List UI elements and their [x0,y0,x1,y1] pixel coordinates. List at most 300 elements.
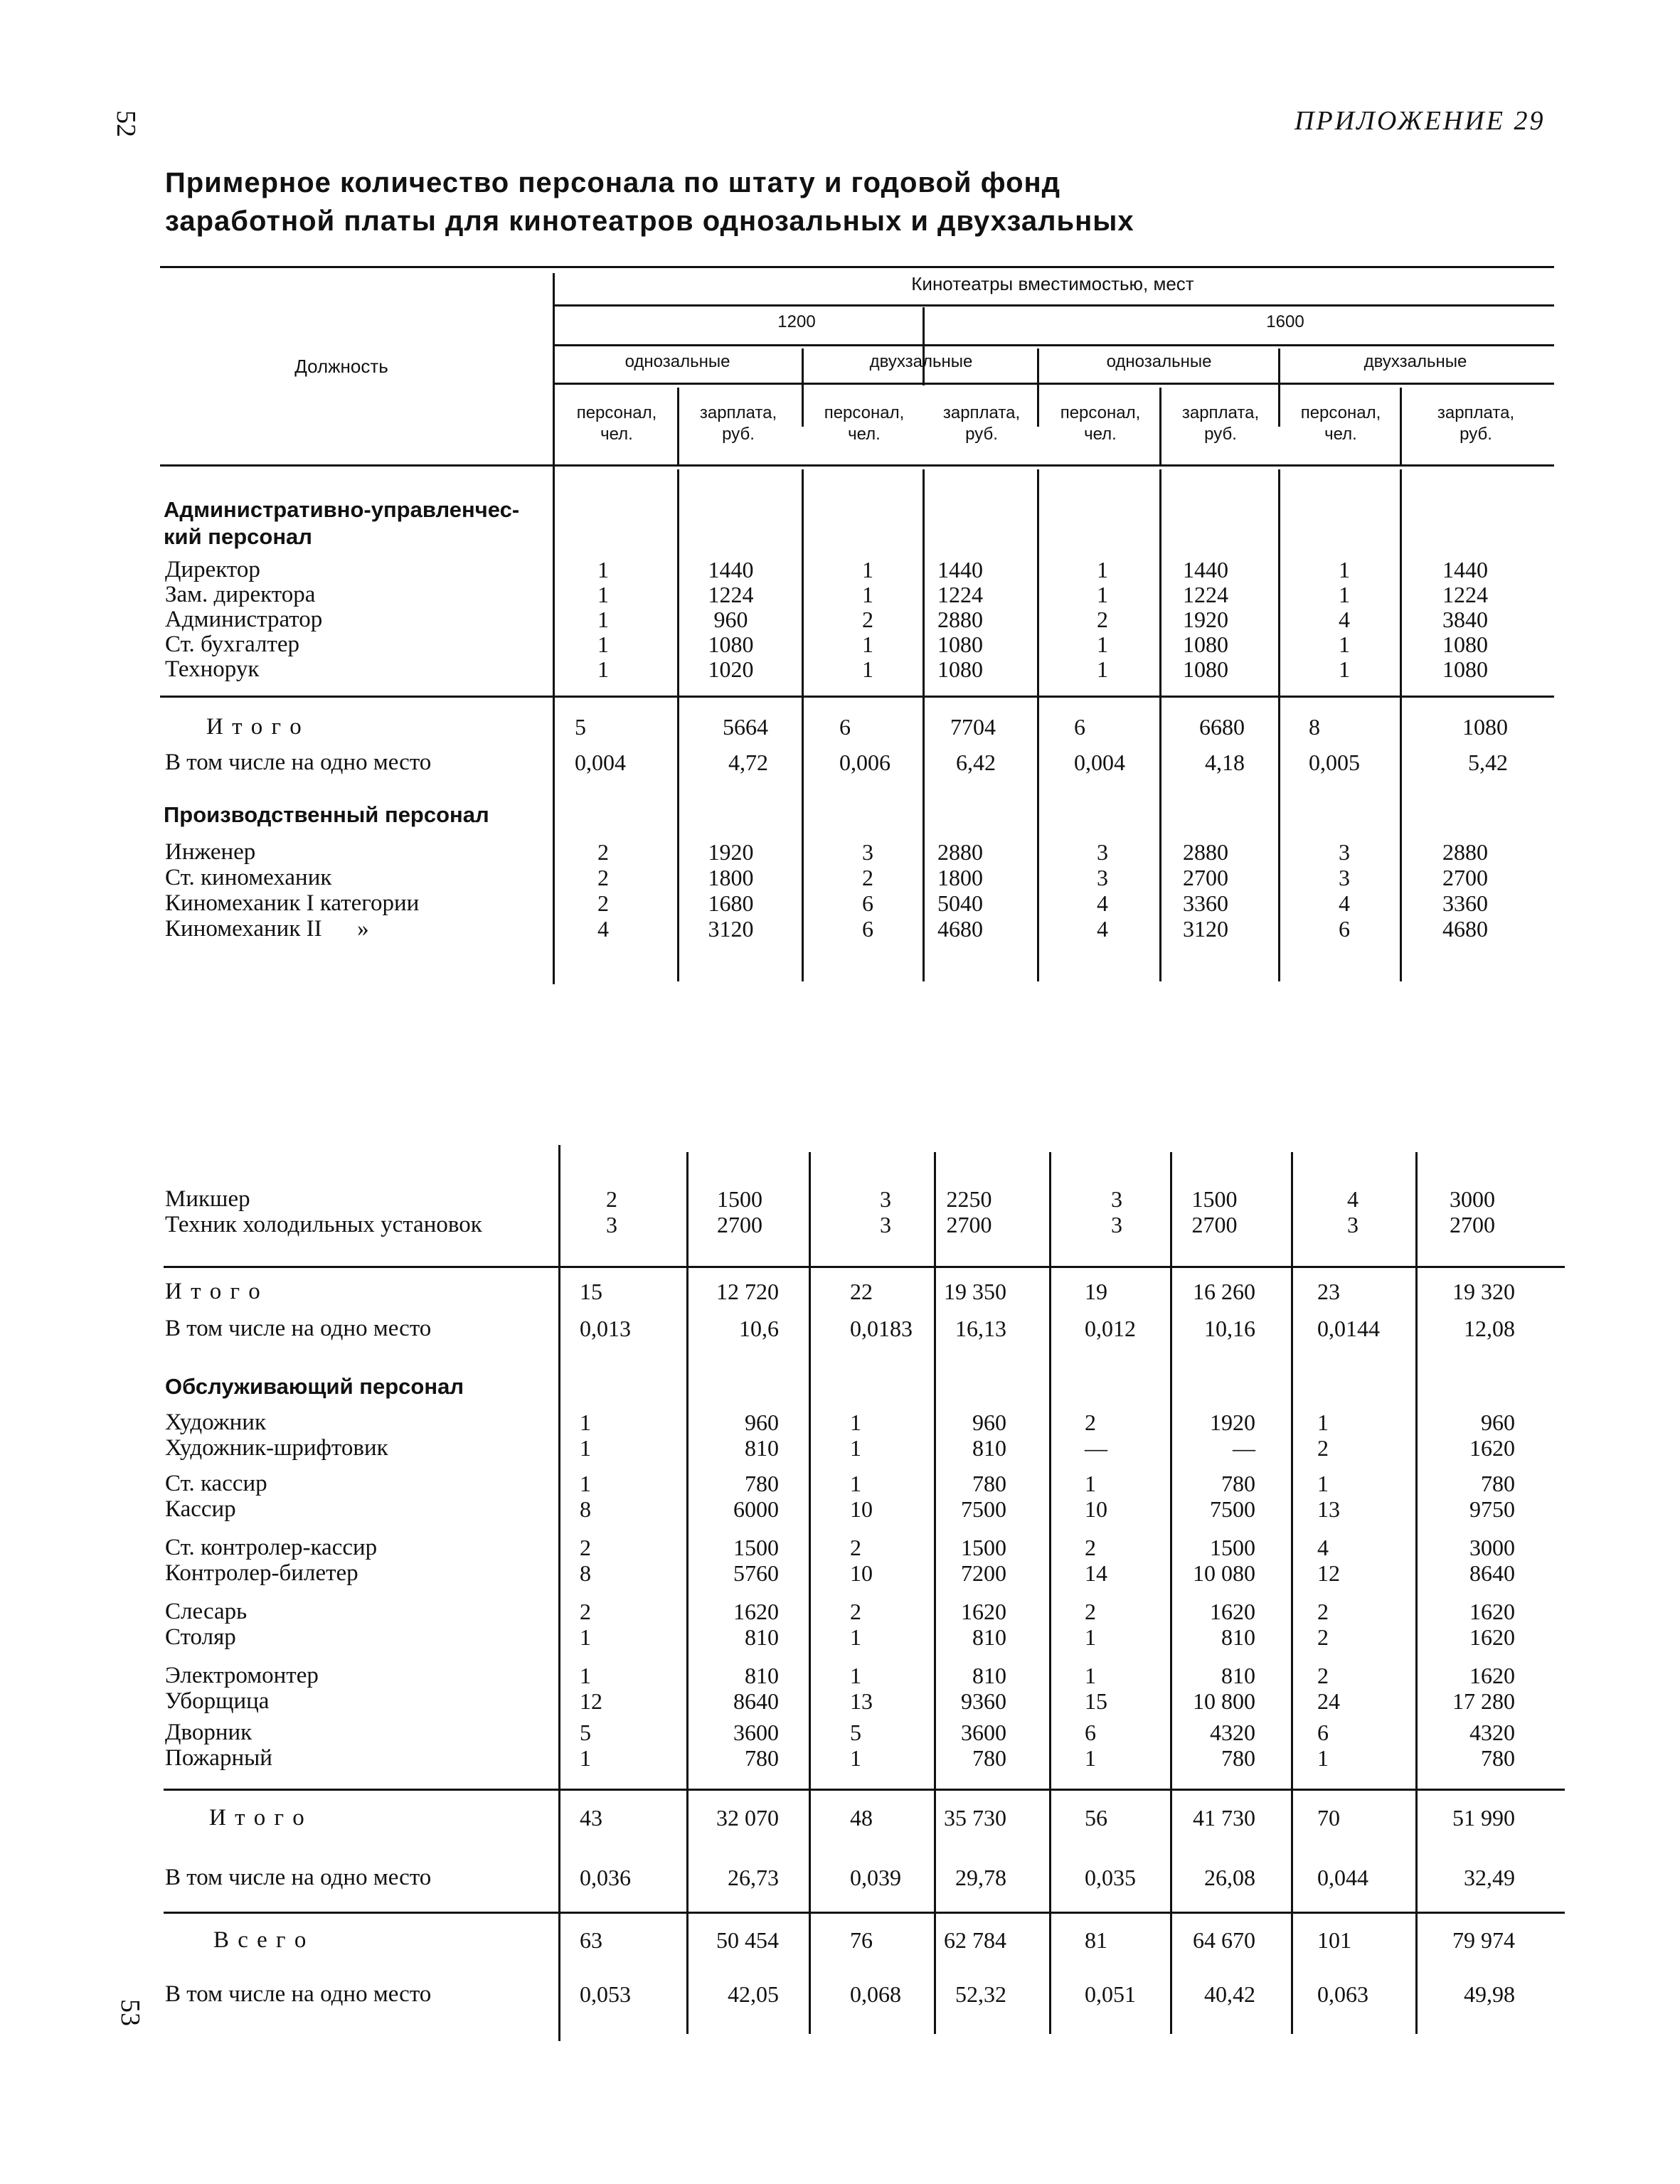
cell-mixer-1: 1500 [717,1186,762,1212]
cell-perseat1-1: 4,72 [728,750,768,775]
cell-fireman-6: 1 [1317,1745,1329,1771]
cell-electrician-1: 810 [745,1663,779,1688]
subheader-staff-0: персонал, чел. [576,403,657,444]
rule-kind [555,383,1554,385]
cell-total2-6: 23 [1317,1279,1340,1304]
row-label-fireman: Пожарный [165,1745,272,1771]
cell-accountant-3: 1080 [937,632,983,657]
cell-grand-0: 63 [580,1927,602,1953]
cell-techlead-0: 1 [597,656,609,682]
cell-mixer-4: 3 [1111,1186,1122,1212]
cell-fireman-4: 1 [1085,1745,1096,1771]
cell-total2-1: 12 720 [716,1279,779,1304]
cell-admin-6: 4 [1339,607,1350,632]
cell-ctrl-5: 10 080 [1193,1560,1255,1586]
subheader-salary-3: зарплата, руб. [942,403,1021,444]
cell-deputy-3: 1224 [937,582,983,607]
cell-cleaner-1: 8640 [733,1688,779,1714]
cell-senior_proj-6: 3 [1339,865,1350,890]
cell-electrician-4: 1 [1085,1663,1096,1688]
section-service: Обслуживающий персонал [165,1374,464,1399]
cell-janitor-2: 5 [850,1720,861,1745]
cell-engineer-0: 2 [597,839,609,865]
cell-director-5: 1440 [1183,557,1228,582]
cell-joiner-1: 810 [745,1624,779,1650]
cell-joiner-4: 1 [1085,1624,1096,1650]
cell-senior_cashier-1: 780 [745,1471,779,1496]
cell-perseat2-1: 10,6 [739,1316,779,1341]
cell-total3-2: 48 [850,1805,873,1831]
cell-admin-5: 1920 [1183,607,1228,632]
cell-senior_proj-2: 2 [862,865,873,890]
cell-grand-4: 81 [1085,1927,1107,1953]
row-label-perseat1: В том числе на одно место [165,750,432,775]
cell-fitter-0: 2 [580,1599,591,1624]
row-label-senior_ctrl: Ст. контролер-кассир [165,1535,378,1560]
cell-joiner-0: 1 [580,1624,591,1650]
cell-artist-3: 960 [972,1410,1006,1435]
cell-fireman-3: 780 [972,1745,1006,1771]
cell-perseat3-3: 29,78 [955,1865,1006,1890]
cell-fontartist-3: 810 [972,1435,1006,1461]
cell-cashier-5: 7500 [1210,1496,1255,1522]
cell-fitter-4: 2 [1085,1599,1096,1624]
cell-mixer-5: 1500 [1191,1186,1238,1212]
cell-perseat1-2: 0,006 [839,750,890,775]
cell-engineer-4: 3 [1097,839,1108,865]
cell-artist-2: 1 [850,1410,861,1435]
cell-grand-1: 50 454 [716,1927,779,1953]
cell-admin-4: 2 [1097,607,1108,632]
cell-janitor-3: 3600 [961,1720,1006,1745]
header-single-1600: однозальные [1106,352,1212,371]
cell-deputy-4: 1 [1097,582,1108,607]
cell-senior_cashier-0: 1 [580,1471,591,1496]
cell-proj1-0: 2 [597,890,609,916]
cell-janitor-1: 3600 [733,1720,779,1745]
cell-fridge-4: 3 [1111,1212,1122,1237]
cell-perseat4-5: 40,42 [1204,1981,1255,2007]
row-label-artist: Художник [165,1410,266,1435]
cell-fridge-2: 3 [880,1212,891,1237]
cell-accountant-0: 1 [597,632,609,657]
cell-perseat4-4: 0,051 [1085,1981,1136,2007]
cell-total1-7: 1080 [1462,714,1508,740]
cell-engineer-3: 2880 [937,839,983,865]
cell-fireman-0: 1 [580,1745,591,1771]
cell-total2-7: 19 320 [1452,1279,1515,1304]
cell-artist-7: 960 [1481,1410,1515,1435]
cell-perseat2-5: 10,16 [1204,1316,1255,1341]
cell-fontartist-1: 810 [745,1435,779,1461]
cell-fontartist-6: 2 [1317,1435,1329,1461]
header-single-1200: однозальные [624,352,730,371]
appendix-label: ПРИЛОЖЕНИЕ 29 [1294,106,1546,136]
row-label-proj1: Киномеханик I категории [165,890,420,916]
cell-artist-6: 1 [1317,1410,1329,1435]
cell-total1-4: 6 [1074,714,1085,740]
rule-group [555,304,1554,307]
cell-ctrl-2: 10 [850,1560,873,1586]
cell-accountant-6: 1 [1339,632,1350,657]
cell-total3-3: 35 730 [944,1805,1006,1831]
row-label-joiner: Столяр [165,1624,236,1650]
cell-senior_proj-7: 2700 [1442,865,1488,890]
cell-proj2-0: 4 [597,916,609,942]
cell-fridge-3: 2700 [946,1212,992,1237]
col-rule-lower-0 [558,1145,560,2041]
cell-techlead-3: 1080 [937,656,983,682]
row-label-cashier: Кассир [165,1496,236,1522]
subheader-salary-1: зарплата, руб. [699,403,777,444]
cell-fontartist-7: 1620 [1469,1435,1515,1461]
cell-ctrl-0: 8 [580,1560,591,1586]
cell-director-6: 1 [1339,557,1350,582]
cell-electrician-2: 1 [850,1663,861,1688]
cell-perseat4-6: 0,063 [1317,1981,1368,2007]
cell-perseat4-7: 49,98 [1464,1981,1515,2007]
cell-proj1-5: 3360 [1183,890,1228,916]
cell-senior_ctrl-0: 2 [580,1535,591,1560]
cell-senior_ctrl-2: 2 [850,1535,861,1560]
cell-senior_cashier-5: 780 [1221,1471,1255,1496]
cell-engineer-1: 1920 [708,839,754,865]
cell-electrician-5: 810 [1221,1663,1255,1688]
cell-perseat4-2: 0,068 [850,1981,901,2007]
cell-ctrl-4: 14 [1085,1560,1107,1586]
col-rule-lower-2 [809,1152,811,2034]
cell-accountant-7: 1080 [1442,632,1488,657]
cell-janitor-6: 6 [1317,1720,1329,1745]
cell-total1-6: 8 [1309,714,1320,740]
rule-total1 [160,696,1554,698]
cell-proj1-7: 3360 [1442,890,1488,916]
row-label-fridge: Техник холодильных установок [165,1212,482,1237]
cell-senior_cashier-4: 1 [1085,1471,1096,1496]
cell-total3-1: 32 070 [716,1805,779,1831]
rule-total2 [164,1266,1565,1268]
title-line-1: Примерное количество персонала по штату и годовой фонд [165,167,1061,198]
cell-senior_proj-0: 2 [597,865,609,890]
cell-cleaner-5: 10 800 [1193,1688,1255,1714]
cell-perseat1-0: 0,004 [575,750,626,775]
cell-grand-6: 101 [1317,1927,1351,1953]
cell-director-3: 1440 [937,557,983,582]
cell-deputy-6: 1 [1339,582,1350,607]
cell-artist-4: 2 [1085,1410,1096,1435]
cell-perseat1-7: 5,42 [1468,750,1508,775]
col-rule-body-5 [1159,469,1161,981]
cell-perseat3-2: 0,039 [850,1865,901,1890]
cell-engineer-5: 2880 [1183,839,1228,865]
cell-senior_proj-5: 2700 [1183,865,1228,890]
cell-joiner-7: 1620 [1469,1624,1515,1650]
section-admin: Административно-управленчес- кий персонал [164,497,520,549]
cell-janitor-5: 4320 [1210,1720,1255,1745]
cell-deputy-7: 1224 [1442,582,1488,607]
cell-perseat3-6: 0,044 [1317,1865,1368,1890]
row-label-director: Директор [165,557,260,582]
cell-senior_cashier-2: 1 [850,1471,861,1496]
row-label-proj2: Киномеханик II » [165,916,369,942]
section-production: Производственный персонал [164,802,489,827]
cell-fontartist-0: 1 [580,1435,591,1461]
cell-accountant-4: 1 [1097,632,1108,657]
cell-perseat2-6: 0,0144 [1317,1316,1380,1341]
cell-senior_cashier-3: 780 [972,1471,1006,1496]
cell-fridge-1: 2700 [717,1212,762,1237]
cell-total1-0: 5 [575,714,586,740]
cell-deputy-2: 1 [862,582,873,607]
page-number-bottom: 53 [115,1999,145,2026]
header-cap-1600: 1600 [1266,312,1304,331]
row-label-perseat2: В том числе на одно место [165,1316,432,1341]
cell-cashier-4: 10 [1085,1496,1107,1522]
cell-engineer-2: 3 [862,839,873,865]
row-label-grand: В с е г о [213,1927,308,1953]
cell-perseat3-4: 0,035 [1085,1865,1136,1890]
cell-proj2-6: 6 [1339,916,1350,942]
title-line-2: заработной платы для кинотеатров однозальных и двухзальных [165,206,1134,237]
cell-total2-2: 22 [850,1279,873,1304]
cell-senior_proj-4: 3 [1097,865,1108,890]
cell-fitter-5: 1620 [1210,1599,1255,1624]
cell-mixer-7: 3000 [1450,1186,1495,1212]
cell-deputy-5: 1224 [1183,582,1228,607]
cell-fireman-1: 780 [745,1745,779,1771]
cell-senior_ctrl-4: 2 [1085,1535,1096,1560]
cell-ctrl-7: 8640 [1469,1560,1515,1586]
cell-techlead-4: 1 [1097,656,1108,682]
cell-fitter-1: 1620 [733,1599,779,1624]
col-rule-body-6 [1278,469,1280,981]
cell-total3-4: 56 [1085,1805,1107,1831]
row-label-accountant: Ст. бухгалтер [165,632,300,657]
header-cap-1200: 1200 [777,312,816,331]
col-rule-body-1 [677,469,679,981]
rule-capacity [555,344,1554,346]
cell-senior_proj-3: 1800 [937,865,983,890]
cell-perseat3-0: 0,036 [580,1865,631,1890]
cell-janitor-0: 5 [580,1720,591,1745]
cell-proj2-2: 6 [862,916,873,942]
cell-fridge-7: 2700 [1450,1212,1495,1237]
rule-header-bottom [160,464,1554,467]
cell-mixer-0: 2 [606,1186,617,1212]
cell-total2-4: 19 [1085,1279,1107,1304]
cell-cleaner-3: 9360 [961,1688,1006,1714]
cell-engineer-7: 2880 [1442,839,1488,865]
cell-techlead-7: 1080 [1442,656,1488,682]
col-rule-lower-7 [1415,1152,1418,2034]
cell-grand-3: 62 784 [944,1927,1006,1953]
cell-perseat1-3: 6,42 [956,750,996,775]
cell-admin-1: 960 [713,607,748,632]
cell-joiner-2: 1 [850,1624,861,1650]
cell-cleaner-0: 12 [580,1688,602,1714]
cell-electrician-6: 2 [1317,1663,1329,1688]
cell-total2-3: 19 350 [944,1279,1006,1304]
cell-perseat4-3: 52,32 [955,1981,1006,2007]
cell-perseat4-1: 42,05 [728,1981,779,2007]
rule-grand [164,1912,1565,1914]
col-rule-lower-4 [1049,1152,1051,2034]
col-rule-body-2 [802,469,804,981]
cell-total2-5: 16 260 [1193,1279,1255,1304]
cell-total1-5: 6680 [1199,714,1245,740]
cell-perseat2-2: 0,0183 [850,1316,913,1341]
row-label-ctrl: Контролер-билетер [165,1560,358,1586]
cell-ctrl-1: 5760 [733,1560,779,1586]
cell-fontartist-4: — [1085,1435,1107,1461]
row-label-techlead: Технорук [165,656,260,682]
header-double-1200: двухзальные [869,352,973,371]
cell-perseat2-4: 0,012 [1085,1316,1136,1341]
cell-fontartist-5: — [1233,1435,1255,1461]
cell-proj2-1: 3120 [708,916,754,942]
col-rule-lower-5 [1170,1152,1172,2034]
cell-deputy-1: 1224 [708,582,754,607]
cell-accountant-2: 1 [862,632,873,657]
cell-mixer-2: 3 [880,1186,891,1212]
cell-perseat1-4: 0,004 [1074,750,1125,775]
cell-proj1-2: 6 [862,890,873,916]
cell-fitter-3: 1620 [961,1599,1006,1624]
cell-perseat3-7: 32,49 [1464,1865,1515,1890]
row-label-janitor: Дворник [165,1720,252,1745]
header-double-1600: двухзальные [1363,352,1467,371]
cell-director-4: 1 [1097,557,1108,582]
cell-cleaner-6: 24 [1317,1688,1340,1714]
cell-perseat2-0: 0,013 [580,1316,631,1341]
row-label-admin: Администратор [165,607,323,632]
cell-proj2-5: 3120 [1183,916,1228,942]
cell-cleaner-7: 17 280 [1452,1688,1515,1714]
rule-top [160,266,1554,268]
col-rule-lower-6 [1291,1152,1293,2034]
cell-senior_ctrl-5: 1500 [1210,1535,1255,1560]
cell-proj2-3: 4680 [937,916,983,942]
cell-perseat4-0: 0,053 [580,1981,631,2007]
cell-perseat3-5: 26,08 [1204,1865,1255,1890]
cell-grand-2: 76 [850,1927,873,1953]
subheader-staff-2: персонал, чел. [824,403,905,444]
rule-total3 [164,1789,1565,1791]
col-rule-body-7 [1400,469,1402,981]
col-rule-lower-1 [686,1152,689,2034]
cell-techlead-6: 1 [1339,656,1350,682]
cell-proj1-4: 4 [1097,890,1108,916]
cell-mixer-6: 4 [1347,1186,1359,1212]
cell-proj2-4: 4 [1097,916,1108,942]
cell-total3-6: 70 [1317,1805,1340,1831]
cell-ctrl-6: 12 [1317,1560,1340,1586]
cell-cleaner-2: 13 [850,1688,873,1714]
cell-perseat1-6: 0,005 [1309,750,1360,775]
cell-janitor-4: 6 [1085,1720,1096,1745]
header-position: Должность [294,356,388,377]
col-rule-0 [553,273,555,984]
cell-cashier-3: 7500 [961,1496,1006,1522]
cell-joiner-6: 2 [1317,1624,1329,1650]
row-label-total3: И т о г о [209,1805,306,1831]
row-label-mixer: Микшер [165,1186,250,1212]
cell-fontartist-2: 1 [850,1435,861,1461]
cell-director-0: 1 [597,557,609,582]
cell-total2-0: 15 [580,1279,602,1304]
cell-total1-3: 7704 [950,714,996,740]
cell-techlead-2: 1 [862,656,873,682]
page-number-top: 52 [111,110,141,137]
cell-admin-0: 1 [597,607,609,632]
cell-joiner-3: 810 [972,1624,1006,1650]
cell-director-1: 1440 [708,557,754,582]
cell-proj1-6: 4 [1339,890,1350,916]
cell-proj1-1: 1680 [708,890,754,916]
cell-total1-1: 5664 [723,714,768,740]
cell-cashier-1: 6000 [733,1496,779,1522]
cell-fridge-5: 2700 [1191,1212,1238,1237]
row-label-deputy: Зам. директора [165,582,316,607]
cell-fitter-2: 2 [850,1599,861,1624]
cell-senior_ctrl-3: 1500 [961,1535,1006,1560]
cell-cleaner-4: 15 [1085,1688,1107,1714]
cell-cashier-6: 13 [1317,1496,1340,1522]
cell-perseat2-3: 16,13 [955,1316,1006,1341]
cell-senior_cashier-7: 780 [1481,1471,1515,1496]
cell-admin-7: 3840 [1442,607,1488,632]
cell-electrician-0: 1 [580,1663,591,1688]
row-label-perseat4: В том числе на одно место [165,1981,432,2007]
cell-director-2: 1 [862,557,873,582]
cell-engineer-6: 3 [1339,839,1350,865]
cell-fridge-0: 3 [606,1212,617,1237]
cell-fitter-6: 2 [1317,1599,1329,1624]
cell-fridge-6: 3 [1347,1212,1359,1237]
cell-perseat3-1: 26,73 [728,1865,779,1890]
cell-fireman-2: 1 [850,1745,861,1771]
cell-grand-5: 64 670 [1193,1927,1255,1953]
cell-cashier-0: 8 [580,1496,591,1522]
cell-perseat1-5: 4,18 [1205,750,1245,775]
cell-fitter-7: 1620 [1469,1599,1515,1624]
row-label-perseat3: В том числе на одно место [165,1865,432,1890]
subheader-salary-7: зарплата, руб. [1437,403,1515,444]
cell-proj2-7: 4680 [1442,916,1488,942]
cell-perseat2-7: 12,08 [1464,1316,1515,1341]
row-label-senior_proj: Ст. киномеханик [165,865,332,890]
row-label-engineer: Инженер [165,839,256,865]
row-label-senior_cashier: Ст. кассир [165,1471,267,1496]
cell-cashier-7: 9750 [1469,1496,1515,1522]
cell-mixer-3: 2250 [946,1186,992,1212]
subheader-salary-5: зарплата, руб. [1181,403,1260,444]
subheader-staff-6: персонал, чел. [1300,403,1381,444]
cell-techlead-5: 1080 [1183,656,1228,682]
cell-total3-7: 51 990 [1452,1805,1515,1831]
cell-techlead-1: 1020 [708,656,754,682]
cell-janitor-7: 4320 [1469,1720,1515,1745]
cell-senior_cashier-6: 1 [1317,1471,1329,1496]
cell-artist-0: 1 [580,1410,591,1435]
cell-accountant-1: 1080 [708,632,754,657]
cell-artist-5: 1920 [1210,1410,1255,1435]
cell-total3-0: 43 [580,1805,602,1831]
cell-director-7: 1440 [1442,557,1488,582]
cell-senior_ctrl-1: 1500 [733,1535,779,1560]
cell-senior_proj-1: 1800 [708,865,754,890]
header-group: Кинотеатры вместимостью, мест [911,273,1194,294]
